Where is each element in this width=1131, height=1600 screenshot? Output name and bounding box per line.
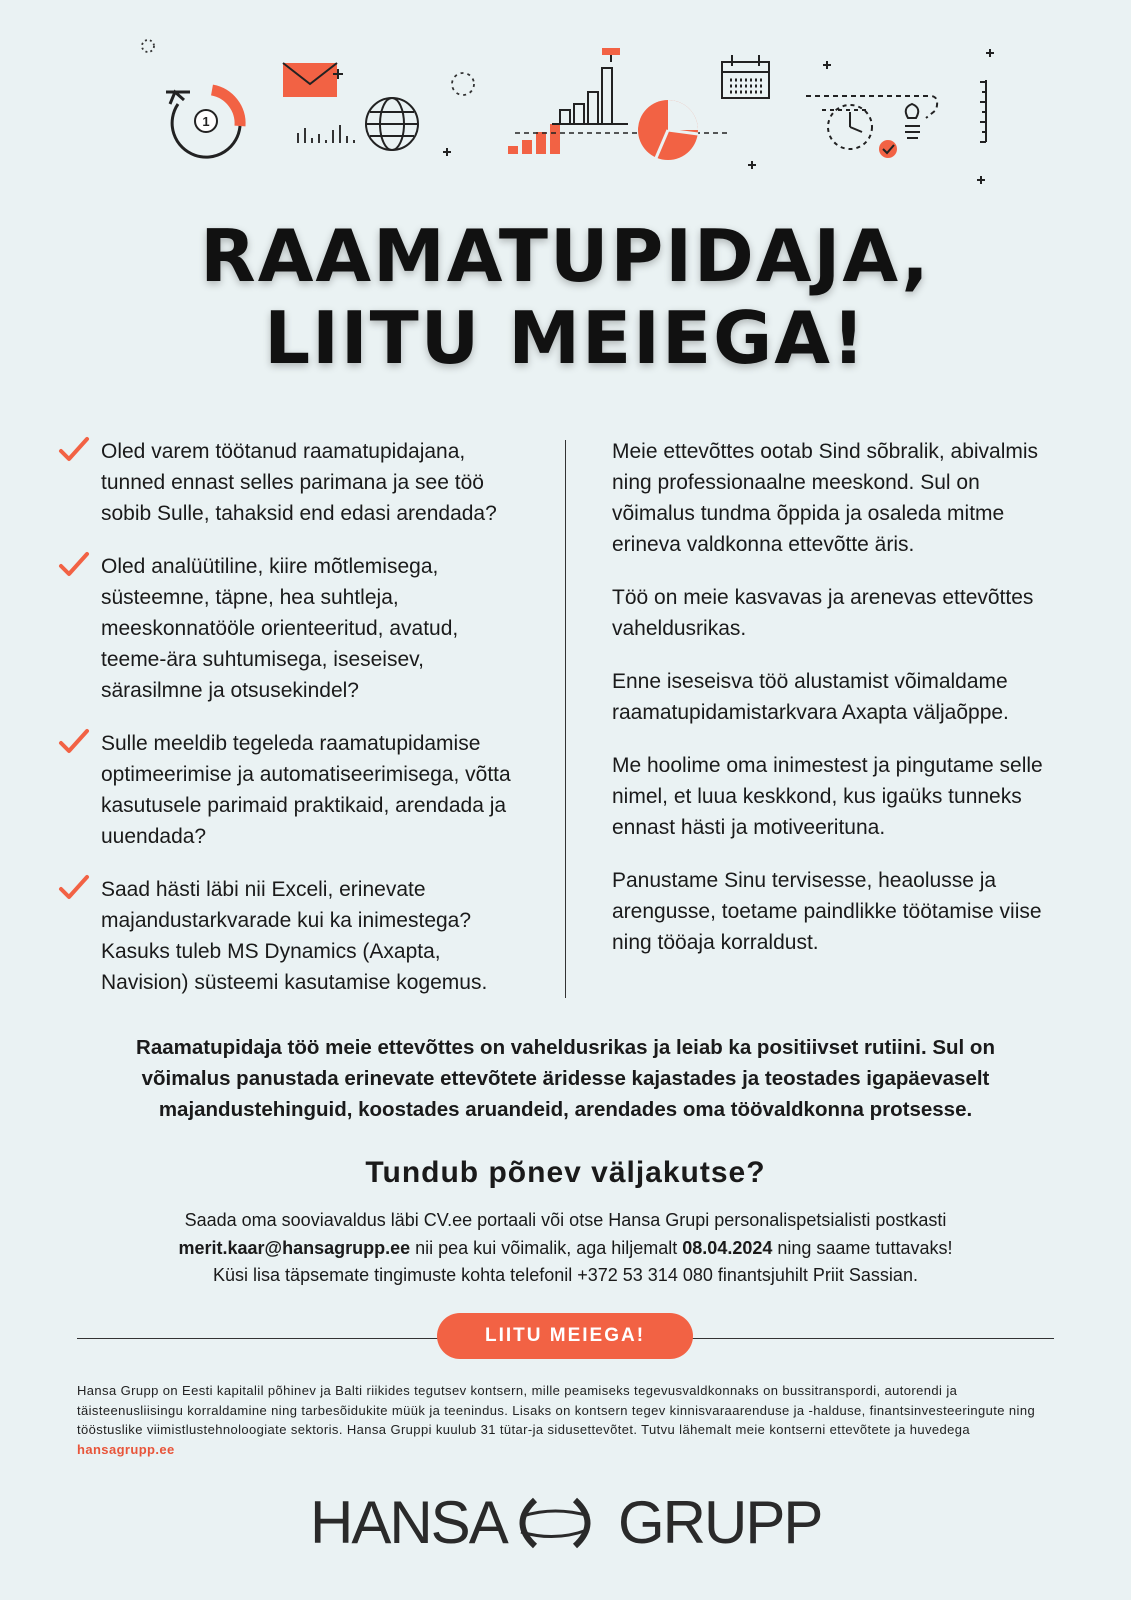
offer-paragraph: Töö on meie kasvavas ja arenevas ettevõttes vaheldusrikas.	[612, 586, 1034, 640]
sparkline-icon	[298, 125, 354, 143]
contact-email[interactable]: merit.kaar@hansagrupp.ee	[178, 1237, 411, 1258]
offers-list	[612, 436, 1062, 980]
summary-paragraph: Raamatupidaja töö meie ettevõttes on vaheldusrikas ja leiab ka positiivset rutiini. Sul on võimalus panustada erinevate ettevõtete äridesse kajastades ja teostades igapäevaselt majandustehinguid, koostades aruandeid, arendades oma töövaldkonna protsesse.	[136, 1036, 995, 1121]
contact-line-3: Küsi lisa täpsemate tingimuste kohta telefonil +372 53 314 080 finantsjuhilt Priit Sassian.	[213, 1265, 918, 1285]
offer-paragraph: Me hoolime oma inimestest ja pingutame selle nimel, et luua keskkond, kus igaüks tunneks ennast hästi ja motiveerituna.	[612, 754, 1043, 839]
requirements-list	[58, 436, 518, 1020]
checkmark-icon	[879, 140, 897, 158]
challenge-heading: Tundub põnev väljakutse?	[365, 1156, 766, 1189]
contact-line-2	[80, 1235, 1051, 1263]
requirement-text: Saad hästi läbi nii Exceli, erinevate majandustarkvarade kui ka inimestega? Kasuks tuleb MS Dynamics (Axapta, Navision) süsteemi kasutamise kogemus.	[101, 878, 488, 994]
join-us-button[interactable]: LIITU MEIEGA!	[437, 1313, 693, 1359]
requirement-item	[58, 551, 518, 706]
footer-text: Hansa Grupp on Eesti kapitalil põhinev ja Balti riikides tegutsev kontsern, mille peamiseks tegevusvaldkonnaks on bussitranspordi, autorendi ja täisteenusliisingu korraldamine ning tarbesõidukite müük ja teenindus. Lisaks on kontsern tegev kinnisvaraarenduse ja -halduse, finantsinvesteeringute ning tööstuslike viimistlustehnoloogiate sektoris. Hansa Gruppi kuulub 31 tütar-ja sidusettevõtet. Tutvu lähemalt meie kontserni ettevõtete ja huvedega	[77, 1383, 1036, 1437]
pie-chart-icon	[638, 100, 698, 160]
cta-divider-right	[683, 1338, 1054, 1339]
logo-symbol-icon	[505, 1488, 605, 1558]
lightbulb-icon	[905, 104, 920, 138]
contact-middle-text: nii pea kui võimalik, aga hiljemalt	[410, 1237, 683, 1258]
checkmark-icon	[58, 551, 90, 579]
checkmark-icon	[58, 874, 90, 902]
deadline-date: 08.04.2024	[682, 1237, 773, 1258]
column-divider	[565, 440, 566, 998]
checkmark-icon	[58, 728, 90, 756]
progress-ring-icon	[166, 90, 240, 157]
checkmark-icon	[58, 436, 90, 464]
globe-icon	[366, 98, 418, 150]
company-description	[77, 1381, 1055, 1459]
requirement-item	[58, 728, 518, 852]
header-illustration	[0, 0, 1131, 200]
requirement-text: Oled varem töötanud raamatupidajana, tunned ennast selles parimana ja see töö sobib Sulle, tahaksid end edasi arendada?	[101, 440, 497, 525]
contact-end-text: ning saame tuttavaks!	[772, 1237, 953, 1258]
offer-paragraph: Enne iseseisva töö alustamist võimaldame raamatupidamistarkvara Axapta väljaõppe.	[612, 670, 1009, 724]
offer-paragraph: Panustame Sinu tervisesse, heaolusse ja arengusse, toetame paindlikke töötamise viise ning tööaja korraldust.	[612, 869, 1042, 954]
calendar-icon	[722, 55, 769, 98]
requirement-text: Oled analüütiline, kiire mõtlemisega, süsteemne, täpne, hea suhtleja, meeskonnatööle orienteeritud, avatud, teeme-ära suhtumisega, iseseisev, särasilmne ja otsusekindel?	[101, 555, 459, 702]
plus-icon	[443, 49, 994, 184]
progress-badge-number: 1	[202, 114, 210, 129]
website-link[interactable]: hansagrupp.ee	[77, 1441, 175, 1457]
title-line-1: RAAMATUPIDAJA,	[200, 214, 931, 298]
title-line-2: LIITU MEIEGA!	[264, 296, 867, 380]
contact-line-1: Saada oma sooviavaldus läbi CV.ee portaali või otse Hansa Grupi personalispetsialisti postkasti	[184, 1210, 947, 1230]
requirement-item	[58, 874, 518, 998]
clock-icon	[806, 96, 937, 149]
cta-divider-left	[77, 1338, 447, 1339]
logo-text-left: HANSA	[310, 1489, 507, 1556]
ruler-icon	[980, 80, 986, 142]
page-title	[0, 215, 1131, 379]
requirement-item	[58, 436, 518, 529]
envelope-icon	[283, 63, 343, 97]
offer-paragraph: Meie ettevõttes ootab Sind sõbralik, abivalmis ning professionaalne meeskond. Sul on võimalus tundma õppida ja osaleda mitme erineva valdkonna ettevõtte äris.	[612, 440, 1039, 556]
requirement-text: Sulle meeldib tegeleda raamatupidamise optimeerimise ja automatiseerimisega, võtta kasutusele parimaid praktikaid, arendada ja uuendada?	[101, 732, 511, 848]
contact-info	[80, 1207, 1051, 1290]
company-logo	[300, 1488, 830, 1558]
logo-text-right: GRUPP	[618, 1489, 822, 1556]
